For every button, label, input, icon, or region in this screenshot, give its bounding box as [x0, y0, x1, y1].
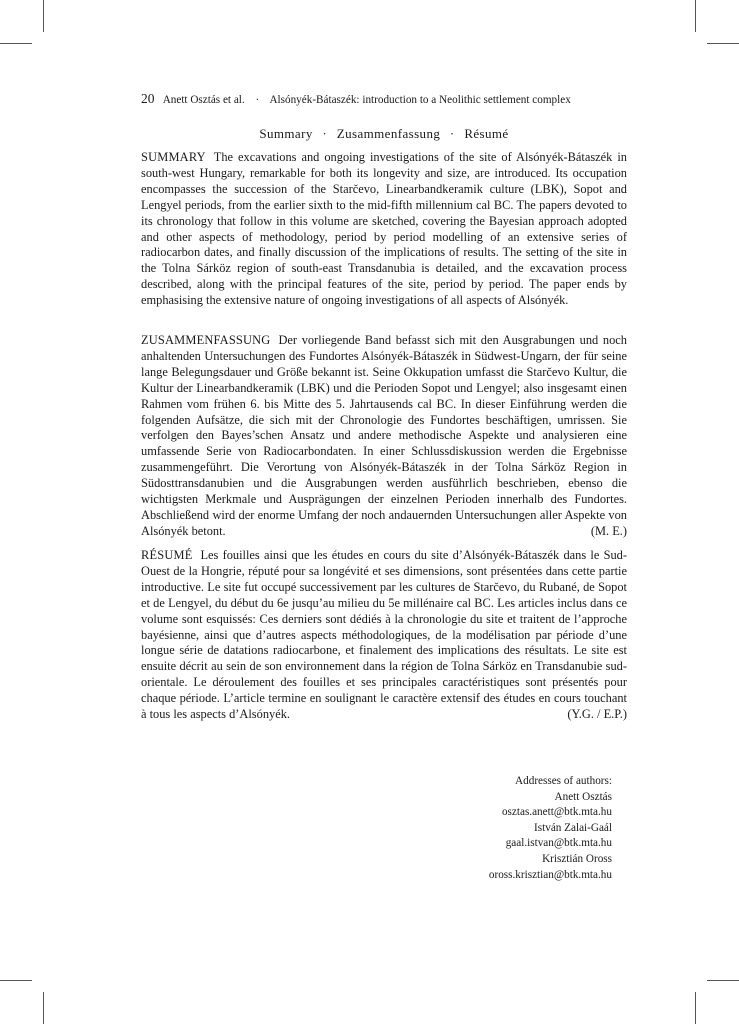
crop-mark-bottom-left-vertical — [43, 992, 44, 1024]
section-title-dot-2: · — [449, 126, 455, 141]
section-title-zusammenfassung: Zusammenfassung — [336, 126, 441, 141]
summary-paragraph — [141, 150, 627, 309]
section-title-resume: Résumé — [464, 126, 509, 141]
crop-mark-top-right-horizontal — [707, 43, 739, 44]
author-name: Anett Osztás — [554, 790, 612, 803]
resume-signature: (Y.G. / E.P.) — [567, 707, 627, 722]
header-separator: · — [255, 94, 260, 106]
section-title — [141, 126, 627, 142]
resume-label: RÉSUMÉ — [141, 548, 193, 562]
running-header — [141, 91, 631, 108]
zusammenfassung-text: Der vorliegende Band befasst sich mit den Ausgrabungen und noch anhaltenden Untersuchungen des Fundortes Alsónyék-Bátaszék in Südwest-Ungarn, der für seine lange Belegungsdauer und Größe bekannt ist. Seine Okkupation umfasst die Starčevo Kultur, die Kultur der Linearbandkeramik (LBK) und die Perioden Sopot und Lengyel; also insgesamt einen Rahmen vom frühen 6. bis Mitte des 5. Jahrtausends cal BC. In dieser Einführung werden die folgenden Aufsätze, die sich mit der Chronologie des Fundortes beschäftigen, umrissen. Sie verfolgen den Bayes’schen Ansatz und andere methodische Aspekte und analysieren eine umfassende Serie von Radiocarbondaten. In einer Schlussdiskussion werden die Ergebnisse zusammengeführt. Die Verortung von Alsónyék-Bátaszék in der Tolna Sárköz Region in Südosttransdanubien und die Ausgrabungen werden ausführlich beschrieben, ebenso die wichtigsten Merkmale und Ausprägungen der einzelnen Perioden innerhalb des Fundortes. Abschließend wird der enorme Umfang der noch andauernden Untersuchungen aller Aspekte von Alsónyék betont. — [141, 333, 627, 538]
author-email: gaal.istvan@btk.mta.hu — [505, 837, 612, 850]
section-title-dot-1: · — [322, 126, 328, 141]
crop-mark-top-right-vertical — [695, 0, 696, 32]
zusammenfassung-signature: (M. E.) — [590, 523, 627, 538]
zusammenfassung-label: ZUSAMMENFASSUNG — [141, 333, 271, 347]
summary-label: SUMMARY — [141, 150, 206, 164]
author-email: osztas.anett@btk.mta.hu — [501, 806, 612, 819]
crop-mark-bottom-left-horizontal — [0, 980, 32, 981]
page-number: 20 — [141, 91, 155, 106]
author-name: István Zalai-Gaál — [534, 821, 612, 834]
crop-mark-bottom-right-vertical — [695, 992, 696, 1024]
header-authors: Anett Osztás et al. — [162, 94, 245, 106]
header-title: Alsónyék-Bátaszék: introduction to a Neolithic settlement complex — [269, 94, 571, 106]
section-title-summary: Summary — [259, 126, 313, 141]
addresses-heading: Addresses of authors: — [515, 775, 612, 787]
author-addresses — [400, 774, 612, 883]
zusammenfassung-paragraph — [141, 333, 627, 540]
crop-mark-top-left-vertical — [43, 0, 44, 32]
summary-text: The excavations and ongoing investigations of the site of Alsónyék-Bátaszék in south-west Hungary, remarkable for both its longevity and size, are introduced. Its occupation encompasses the succession of the Starčevo, Linearbandkeramik culture (LBK), Sopot and Lengyel periods, from the earlier sixth to the mid-fifth millennium cal BC. The papers devoted to its chronology that follow in this volume are sketched, covering the Bayesian approach adopted and other aspects of methodology, period by period modelling of an extensive series of radiocarbon dates, and finally discussion of the implications of results. The setting of the site in the Tolna Sárköz region of south-east Transdanubia is detailed, and the excavation process described, along with the principal features of the site, period by period. The paper ends by emphasising the extensive nature of ongoing investigations of all aspects of Alsónyék. — [141, 150, 627, 308]
crop-mark-top-left-horizontal — [0, 43, 32, 44]
author-email: oross.krisztian@btk.mta.hu — [488, 868, 612, 881]
resume-text: Les fouilles ainsi que les études en cours du site d’Alsónyék-Bátaszék dans le Sud-Ouest de la Hongrie, réputé pour sa longévité et ses dimensions, sont présentées dans cette partie introductive. Le site fut occupé successivement par les cultures de Starčevo, du Rubané, de Sopot et de Lengyel, du début du 6e jusqu’au milieu du 5e millénaire cal BC. Les articles inclus dans ce volume sont esquissés: Ces derniers sont dédiés à la chronologie du site et traitent de l’approche bayésienne, ainsi que d’autres aspects méthodologiques, de la modélisation par période d’une longue série de datations radiocarbone, et finalement des implications des résultats. Le site est ensuite décrit au sein de son environnement dans la région de Tolna Sárköz en Transdanubie sud-orientale. Le déroulement des fouilles et ses principales caractéristiques sont présentés pour chaque période. L’article termine en soulignant le caractère extensif des études en cours touchant à tous les aspects d’Alsónyék. — [141, 548, 627, 722]
author-name: Krisztián Oross — [542, 852, 612, 865]
crop-mark-bottom-right-horizontal — [707, 980, 739, 981]
resume-paragraph — [141, 548, 627, 723]
